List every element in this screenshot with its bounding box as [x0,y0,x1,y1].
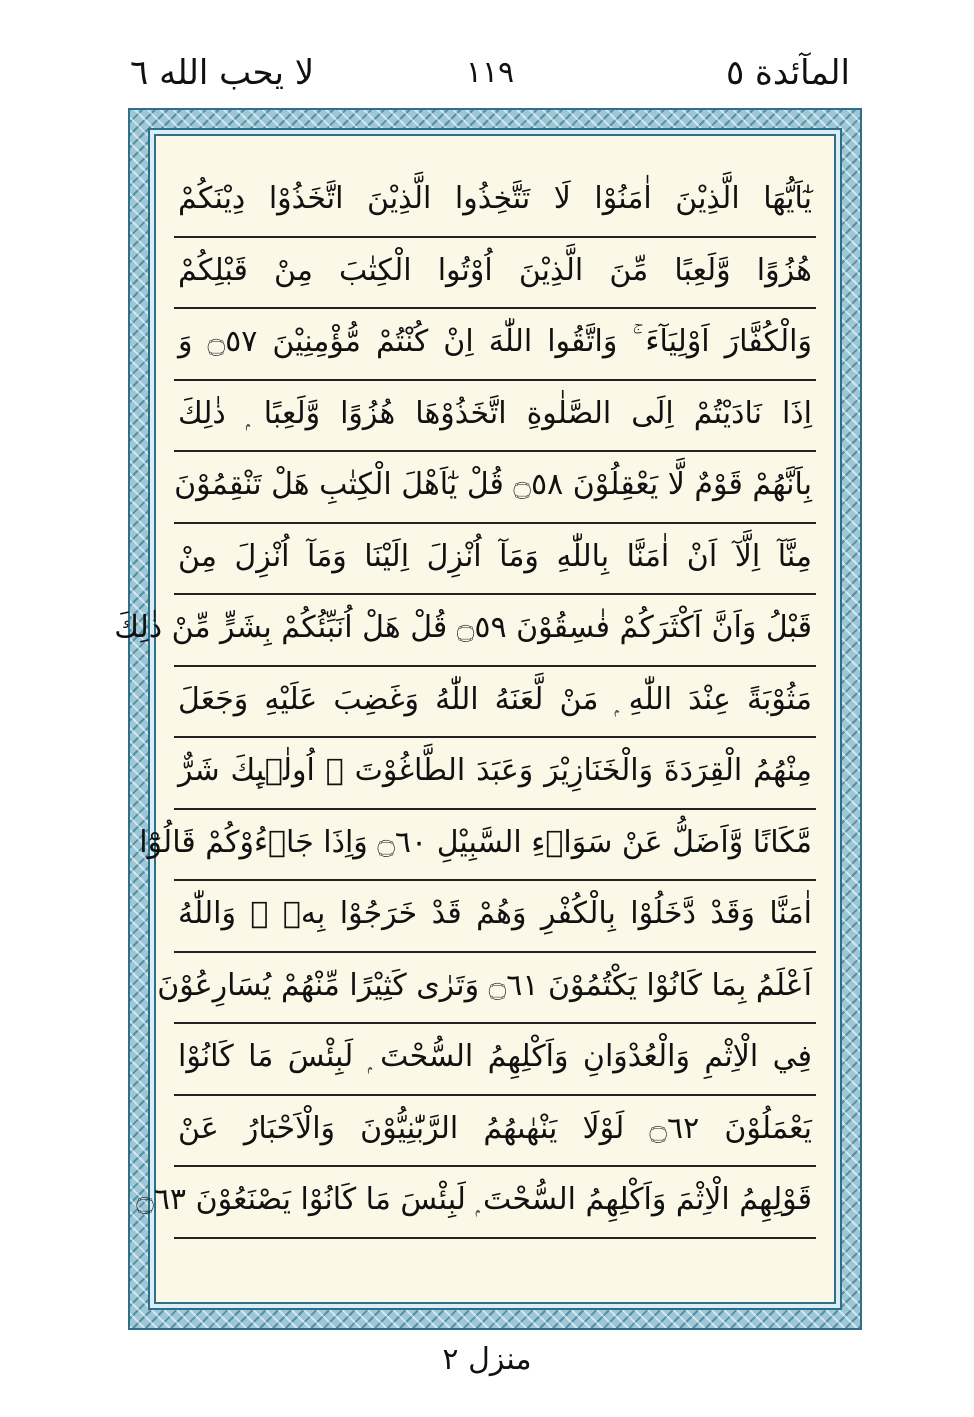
verse-line: هُزُوًا وَّلَعِبًا مِّنَ الَّذِيْنَ اُوْتُوا الْكِتٰبَ مِنْ قَبْلِكُمْ [174,238,816,310]
verse-line: بِاَنَّهُمْ قَوْمٌ لَّا يَعْقِلُوْنَ ۝٥٨ قُلْ يٰٓاَهْلَ الْكِتٰبِ هَلْ تَنْقِمُوْنَ [174,452,816,524]
verse-line: اِذَا نَادَيْتُمْ اِلَى الصَّلٰوةِ اتَّخَذُوْهَا هُزُوًا وَّلَعِبًا ۭ ذٰلِكَ [174,381,816,453]
text-panel [114,134,836,1304]
verse-line: اَعْلَمُ بِمَا كَانُوْا يَكْتُمُوْنَ ۝٦١ وَتَرٰى كَثِيْرًا مِّنْهُمْ يُسَارِعُوْنَ [174,953,816,1025]
surah-name: المآئدة ٥ [725,53,850,93]
verse-line: قَبْلُ وَاَنَّ اَكْثَرَكُمْ فٰسِقُوْنَ ۝٥٩ قُلْ هَلْ اُنَبِّئُكُمْ بِشَرٍّ مِّنْ ذٰلِكَ [174,595,816,667]
page-number: ١١٩ [465,55,515,90]
verse-line: مِنَّآ اِلَّآ اَنْ اٰمَنَّا بِاللّٰهِ وَمَآ اُنْزِلَ اِلَيْنَا وَمَآ اُنْزِلَ مِنْ [174,524,816,596]
verse-line: مَّكَانًا وَّاَضَلُّ عَنْ سَوَاۗءِ السَّبِيْلِ ۝٦٠ وَاِذَا جَاۗءُوْكُمْ قَالُوْٓا [174,810,816,882]
verse-lines [114,166,816,1239]
verse-line: مِنْهُمُ الْقِرَدَةَ وَالْخَنَازِيْرَ وَعَبَدَ الطَّاغُوْتَ ۭ اُولٰۗىِٕكَ شَرٌّ [174,738,816,810]
verse-line: يٰٓاَيُّهَا الَّذِيْنَ اٰمَنُوْا لَا تَتَّخِذُوا الَّذِيْنَ اتَّخَذُوْا دِيْنَكُمْ [174,166,816,238]
manzil-footer: منزل ٢ [442,1342,532,1377]
verse-line: وَالْكُفَّارَ اَوْلِيَآءَ ۚ وَاتَّقُوا اللّٰهَ اِنْ كُنْتُمْ مُّؤْمِنِيْنَ ۝٥٧ وَ [174,309,816,381]
verse-line: يَعْمَلُوْنَ ۝٦٢ لَوْلَا يَنْهٰىهُمُ الرَّبّٰنِيُّوْنَ وَالْاَحْبَارُ عَنْ [174,1096,816,1168]
verse-line: اٰمَنَّا وَقَدْ دَّخَلُوْا بِالْكُفْرِ وَهُمْ قَدْ خَرَجُوْا بِهٖ ۭ وَاللّٰهُ [174,881,816,953]
decorative-border-frame [114,108,862,1330]
juz-name: لا يحب الله ٦ [130,53,315,93]
page-header [130,48,850,98]
verse-line: مَثُوْبَةً عِنْدَ اللّٰهِ ۭ مَنْ لَّعَنَهُ اللّٰهُ وَغَضِبَ عَلَيْهِ وَجَعَلَ [174,667,816,739]
verse-line: فِي الْاِثْمِ وَالْعُدْوَانِ وَاَكْلِهِمُ السُّحْتَ ۭ لَبِئْسَ مَا كَانُوْا [174,1024,816,1096]
verse-line: قَوْلِهِمُ الْاِثْمَ وَاَكْلِهِمُ السُّحْتَ ۭ لَبِئْسَ مَا كَانُوْا يَصْنَعُوْنَ ۝٦٣ [174,1167,816,1239]
